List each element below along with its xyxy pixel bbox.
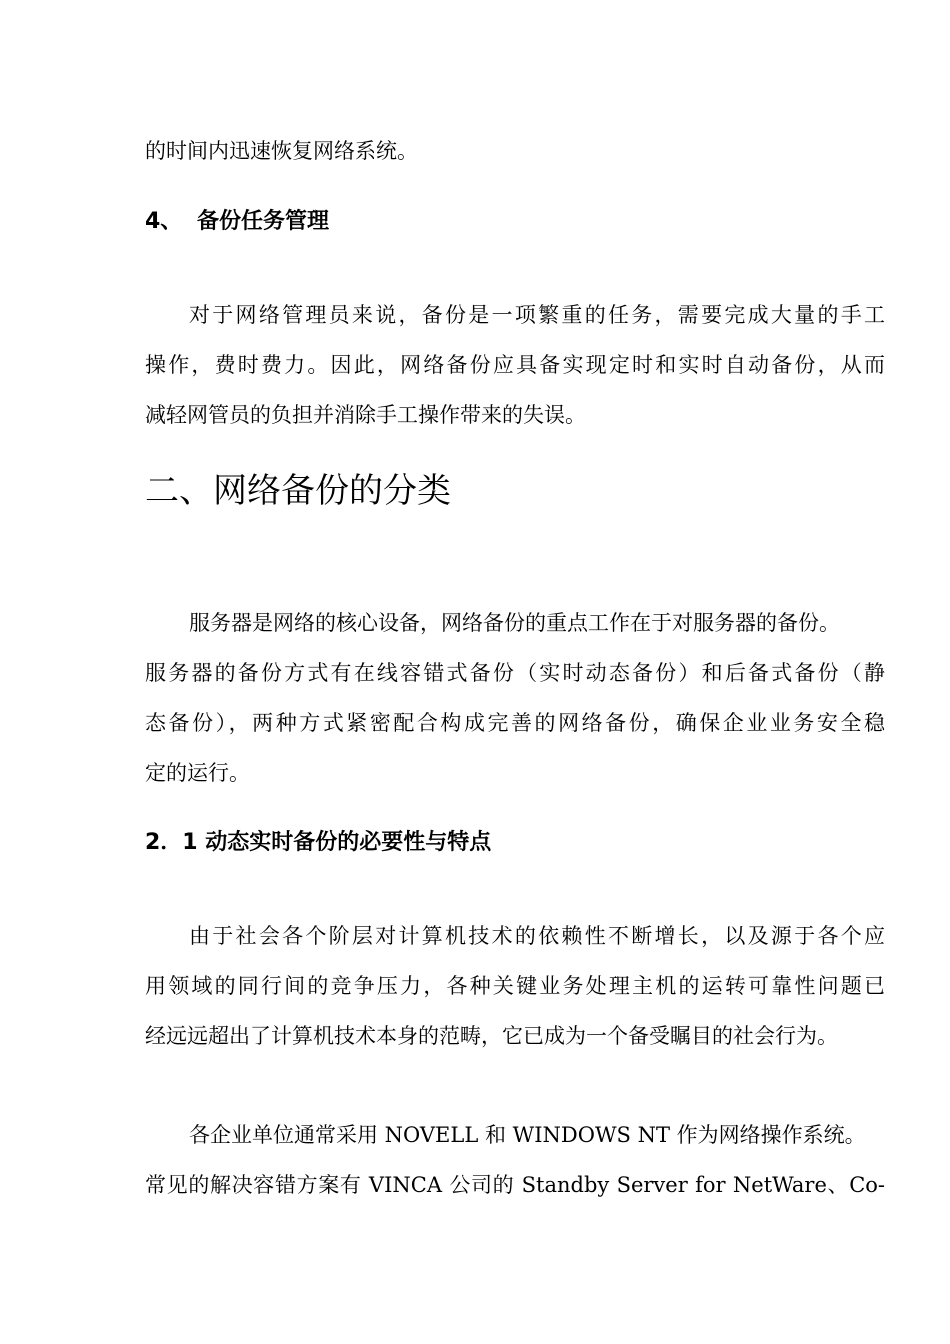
paragraph-line: 常见的解决容错方案有 VINCA 公司的 Standby Server for NetWare、Co- — [145, 1173, 885, 1197]
paragraph-line: 操作，费时费力。因此，网络备份应具备实现定时和实时自动备份，从而 — [145, 353, 885, 377]
paragraph-network-os — [145, 1110, 885, 1210]
paragraph-line: 由于社会各个阶层对计算机技术的依赖性不断增长，以及源于各个应 — [189, 924, 885, 948]
paragraph-line: 经远远超出了计算机技术本身的范畴，它已成为一个备受瞩目的社会行为。 — [145, 1024, 838, 1048]
paragraph-line: 服务器的备份方式有在线容错式备份（实时动态备份）和后备式备份（静 — [145, 661, 885, 685]
paragraph-line: 服务器是网络的核心设备，网络备份的重点工作在于对服务器的备份。 — [189, 611, 840, 635]
paragraph-line: 定的运行。 — [145, 761, 250, 785]
paragraph-line: 对于网络管理员来说，备份是一项繁重的任务，需要完成大量的手工 — [189, 303, 885, 327]
paragraph-line: 态备份），两种方式紧密配合构成完善的网络备份，确保企业业务安全稳 — [145, 711, 885, 735]
section-heading-4 — [145, 207, 329, 237]
section-number: 4、 — [145, 209, 183, 234]
continuation-paragraph — [145, 126, 885, 176]
paragraph-line: 用领域的同行间的竞争压力，各种关键业务处理主机的运转可靠性问题已 — [145, 974, 885, 998]
paragraph-dependency — [145, 911, 885, 1061]
section-heading-2-1: 2．1 动态实时备份的必要性与特点 — [145, 830, 492, 855]
section-title: 备份任务管理 — [197, 209, 330, 234]
paragraph-line: 减轻网管员的负担并消除手工操作带来的失误。 — [145, 403, 586, 427]
paragraph-task-management — [145, 290, 885, 440]
paragraph-line: 各企业单位通常采用 NOVELL 和 WINDOWS NT 作为网络操作系统。 — [189, 1123, 866, 1147]
paragraph-line: 的时间内迅速恢复网络系统。 — [145, 139, 418, 163]
paragraph-server-backup — [145, 598, 885, 798]
chapter-heading: 二、网络备份的分类 — [145, 471, 451, 511]
